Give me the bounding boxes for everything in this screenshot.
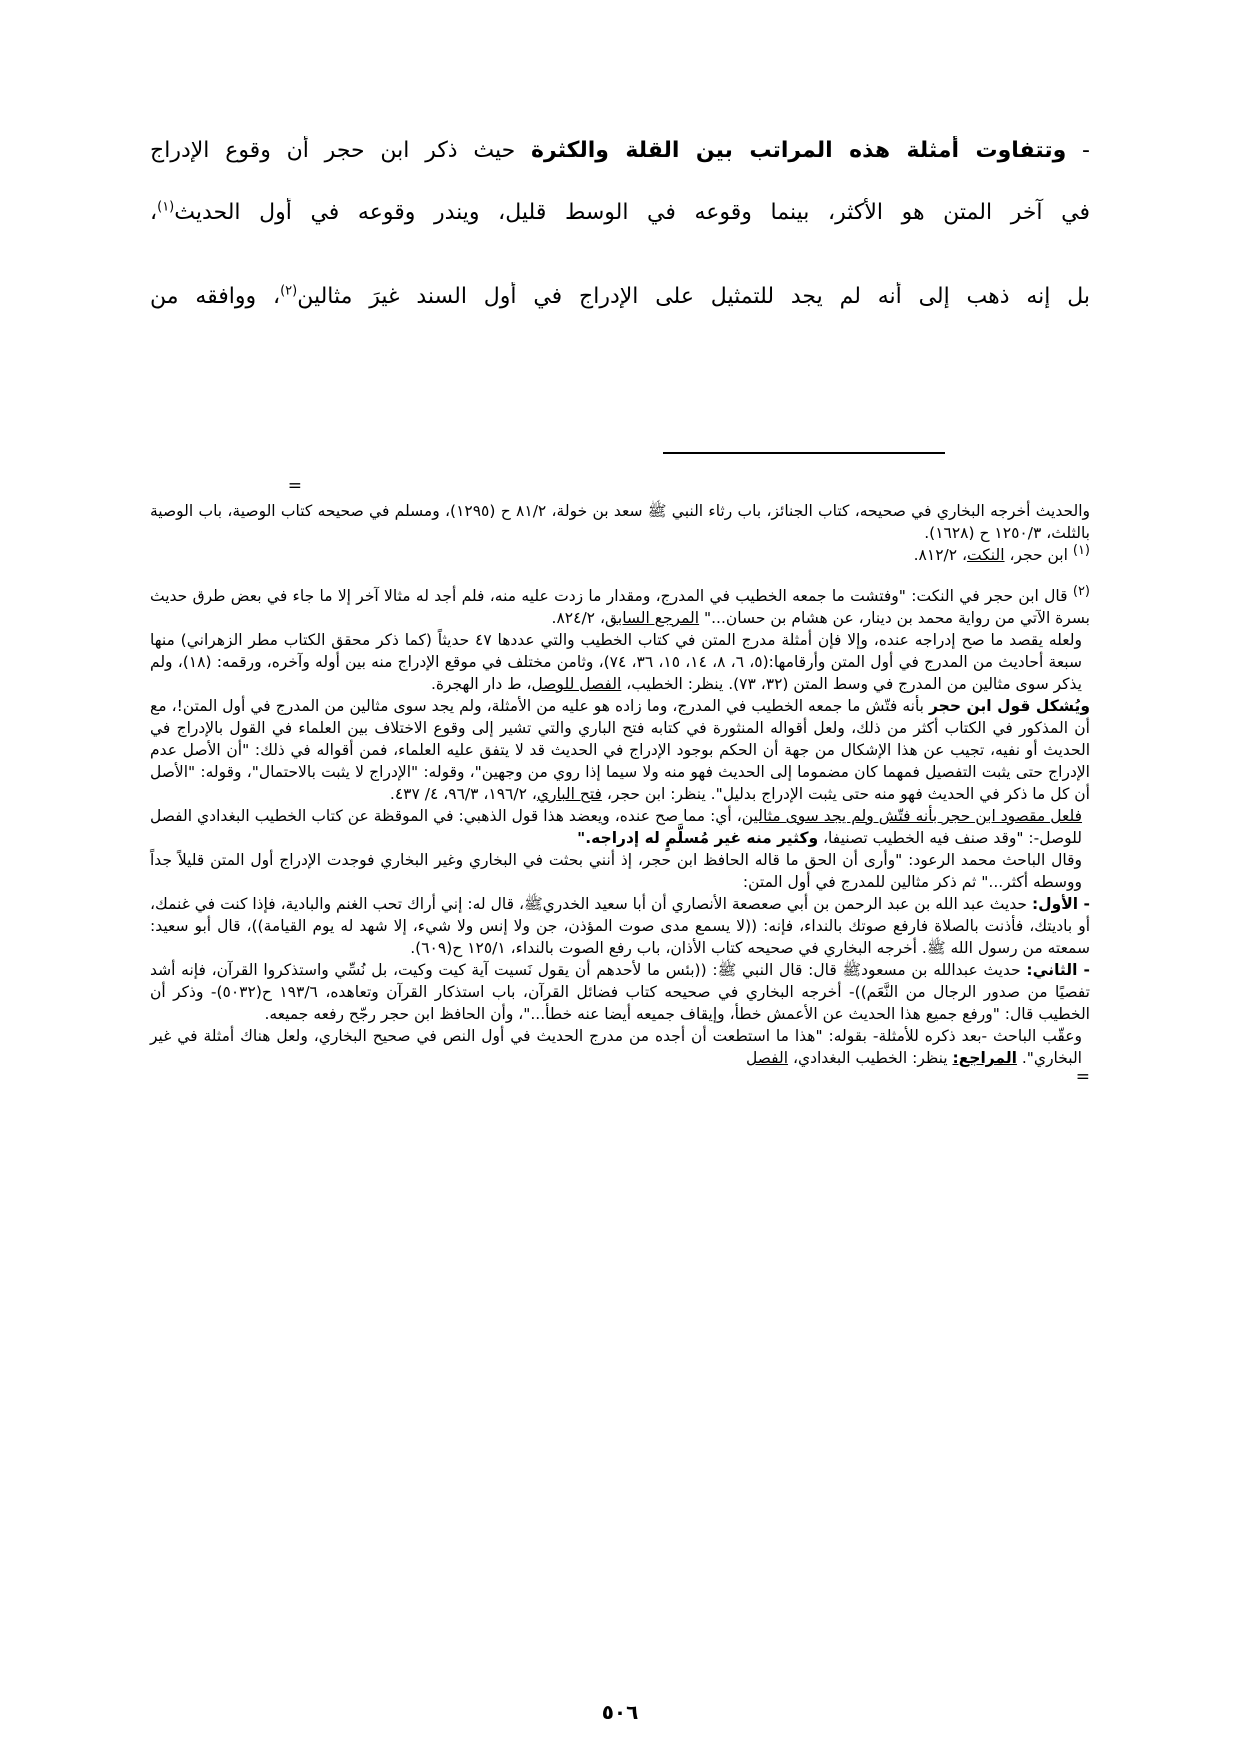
main-text-line-1 [150, 136, 1090, 166]
footnote-number: (١) [1072, 542, 1090, 558]
footnote-2-para-1 [150, 585, 1090, 629]
cited-title: فتح الباري [536, 785, 602, 803]
line-dash: - [1066, 138, 1090, 163]
footnote-text: وعقّب الباحث -بعد ذكره للأمثلة- بقوله: "هذا ما استطعت أن أجده من مدرج الحديث في أول النص في صحيح البخاري، ولعل هناك أمثلة في غير البخاري". [150, 1027, 1082, 1067]
footnote-2-para-7 [150, 959, 1090, 1025]
bold-phrase: وكثير منه غير مُسلَّمٍ له إدراجه." [577, 829, 819, 847]
line-text: حيث ذكر ابن حجر أن وقوع الإدراج [150, 138, 532, 163]
footnote-text: ينظر: الخطيب البغدادي، [788, 1049, 953, 1067]
footnote-2-para-3 [150, 695, 1090, 805]
footnote-text: ، ١٩٦/٢، ٩٦/٣، ٤/ ٤٣٧. [389, 785, 537, 803]
footnote-2-para-5: وقال الباحث محمد الرعود: "وأرى أن الحق ما قاله الحافظ ابن حجر، إذ أنني بحثت في البخاري وغير البخاري فوجدت الإدراج أول المتن قليلاً جداً ووسطه أكثر..." ثم ذكر مثالين للمدرج في أول المتن: [150, 851, 1082, 891]
line-tail: ، ووافقه من [150, 284, 281, 309]
footnote-text: قال ابن حجر في النكت: "وفتشت ما جمعه الخطيب في المدرج، ومقدار ما زدت عليه منه، فلم أجد له مثالا آخر إلا ما جاء في بعض طرق حديث بسرة الآتي من رواية محمد بن دينار، عن هشام بن حسان..." [150, 587, 1090, 627]
footnote-text: حديث عبدالله بن مسعودﷺ قال: قال النبي ﷺ: ((بئس ما لأحدهم أن يقول نَسيت آية كيت وكيت، بل نُسِّي واستذكروا القرآن، فإنه أشد تفصيًا من صدور الرجال من النَّعَم))- أخرجه البخاري في صحيحه كتاب فضائل القرآن، باب استذكار القرآن وتعاهده، ١٩٣/٦ ح(٥٠٣٢)- وذكر أن الخطيب قال: "ورفع جميع هذا الحديث عن الأعمش خطأ، وإيقاف جميعه أيضا عنه خطأ..."، وأن الحافظ ابن حجر رجّح رفعه جميعه. [150, 961, 1090, 1023]
example-label: - الأول: [1031, 895, 1090, 913]
footnote-2 [150, 585, 1090, 1086]
footnote-2-para-4 [150, 805, 1090, 849]
cited-title: النكت [967, 546, 1005, 564]
cited-title: الفصل للوصل [531, 675, 622, 693]
line-text: بل إنه ذهب إلى أنه لم يجد للتمثيل على الإدراج في أول السند غيرَ مثالين [297, 284, 1090, 309]
continuation-mark-bottom: = [1075, 1067, 1090, 1087]
footnote-continuation [150, 500, 1090, 566]
footnote-text: بأنه فتّش ما جمعه الخطيب في المدرج، وما زاده هو عليه من الأمثلة، ولم يجد سوى مثالين من المدرج في أول المتن!، مع أن المذكور في الكتاب أكثر من ذلك، ولعل أقواله المنثورة في كتابه فتح الباري والتي تشير إلى وقوع الاختلاف بين العلماء في القول بالإدراج في الحديث أو نفيه، تجيب عن هذا الإشكال من جهة أن الحكم بوجود الإدراج في الحديث قد لا يتفق عليه العلماء، فمن أقواله في ذلك: "أن الأصل عدم الإدراج حتى يثبت التفصيل فمهما كان مضموما إلى الحديث فهو منه ولا سيما إذا روي من وجهين"، وقوله: "الإدراج لا يثبت بالاحتمال"، وقوله: "الأصل أن كل ما ذكر في الحديث فهو منه حتى يثبت الإدراج بدليل". ينظر: ابن حجر، [150, 697, 1090, 803]
footnote-2-para-2 [150, 629, 1090, 695]
example-label: - الثاني: [1026, 961, 1090, 979]
main-text-line-2 [150, 198, 1090, 228]
footnote-ref[interactable]: (١) [157, 199, 175, 215]
footnote-2-para-6 [150, 893, 1090, 959]
footnote-text: ولعله يقصد ما صح إدراجه عنده، وإلا فإن أمثلة مدرج المتن في كتاب الخطيب والتي عددها ٤٧ حديثاً (كما ذكر محقق الكتاب مطر الزهراني) منها سبعة أحاديث من المدرج في أول المتن وأرقامها:(٥، ٦، ٨، ١٤، ١٥، ٣٦، ٧٤)، وثامن مختلف في موقع الإدراج منه بين أوله وآخره، ورقمه: (١٨)، ولم يذكر سوى مثالين من المدرج في وسط المتن (٣٢، ٧٣). ينظر: الخطيب، [150, 631, 1082, 693]
footnote-separator [663, 452, 945, 454]
bold-phrase: ويُشكل قول ابن حجر [929, 697, 1090, 715]
footnote-text: حديث عبد الله بن عبد الرحمن بن أبي صعصعة الأنصاري أن أبا سعيد الخدريﷺ، قال له: إني أراك تحب الغنم والبادية، فإذا كنت في غنمك، أو باديتك، فأذنت بالصلاة فارفع صوتك بالنداء، فإنه: ((لا يسمع مدى صوت المؤذن، جن ولا إنس ولا شيء، إلا شهد له يوم القيامة))، قال أبو سعيد: سمعته من رسول الله ﷺ. أخرجه البخاري في صحيحه كتاب الأذان، باب رفع الصوت بالنداء، ١٢٥/١ ح(٦٠٩). [150, 895, 1090, 957]
footnote-number: (٢) [1072, 583, 1090, 599]
cited-title: المرجع السابق [604, 609, 700, 627]
references-label: المراجع: [952, 1049, 1017, 1067]
page-number: ٥٠٦ [601, 1700, 639, 1724]
line-tail: ، [150, 200, 158, 225]
cited-title: الفصل [745, 1049, 789, 1067]
footnote-text: ابن حجر، [1004, 546, 1073, 564]
continuation-mark-top: = [287, 476, 302, 496]
underlined-phrase: فلعل مقصود ابن حجر بأنه فتّش ولم يجد سوى مثالين [741, 807, 1083, 825]
bold-phrase: وتتفاوت أمثلة هذه المراتب بين القلة والكثرة [531, 138, 1067, 163]
footnote-text: ، ٨٢٤/٢. [551, 609, 605, 627]
footnote-text: ، أي: مما صح عنده، ويعضد هذا قول الذهبي: في الموقظة عن كتاب الخطيب البغدادي الفصل للوصل-: "وقد صنف فيه الخطيب تصنيفا، [150, 807, 1082, 847]
footnote-2-para-8 [150, 1025, 1090, 1069]
line-text: في آخر المتن هو الأكثر، بينما وقوعه في الوسط قليل، ويندر وقوعه في أول الحديث [174, 200, 1090, 225]
main-text-line-3 [150, 282, 1090, 312]
footnote-ref[interactable]: (٢) [280, 283, 298, 299]
footnote-continued-text: والحديث أخرجه البخاري في صحيحه، كتاب الجنائز، باب رثاء النبي ﷺ سعد بن خولة، ٨١/٢ ح (١٢٩٥)، ومسلم في صحيحه كتاب الوصية، باب الوصية بالثلث، ١٢٥٠/٣ ح (١٦٢٨). [150, 502, 1090, 542]
footnote-text: ، ٨١٢/٢. [913, 546, 968, 564]
footnote-1 [150, 544, 1090, 566]
footnote-text: ، ط دار الهجرة. [430, 675, 532, 693]
